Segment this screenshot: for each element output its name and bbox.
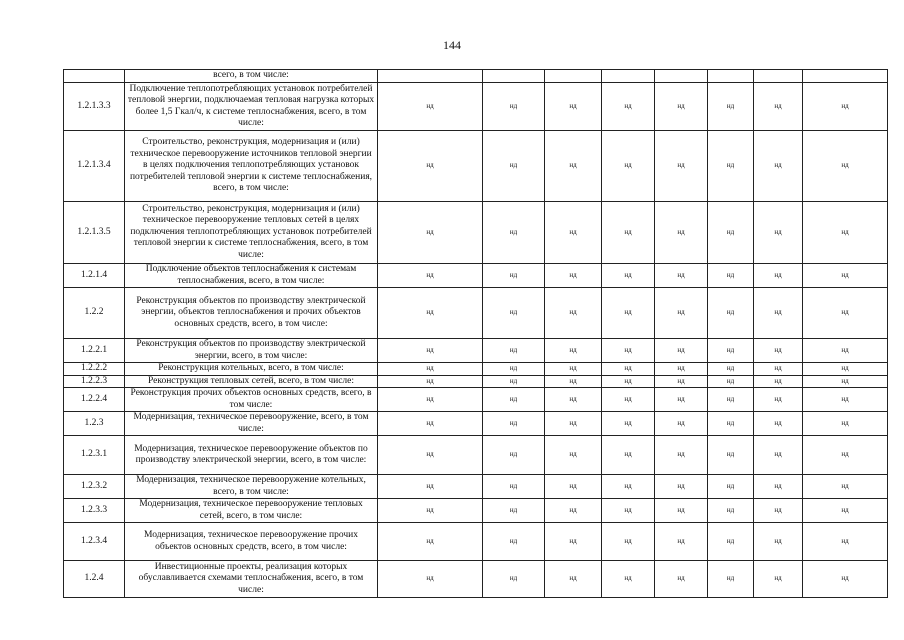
table-row xyxy=(64,288,888,339)
row-value: нд xyxy=(483,131,545,202)
row-value: нд xyxy=(754,436,803,475)
row-value: нд xyxy=(602,339,655,363)
row-value: нд xyxy=(483,339,545,363)
row-value: нд xyxy=(483,83,545,131)
row-value xyxy=(655,70,708,83)
row-value: нд xyxy=(378,475,483,499)
row-value: нд xyxy=(378,412,483,436)
row-value: нд xyxy=(655,436,708,475)
row-code: 1.2.1.4 xyxy=(64,264,125,288)
table-row xyxy=(64,499,888,523)
row-code: 1.2.2 xyxy=(64,288,125,339)
row-value: нд xyxy=(602,363,655,376)
row-value: нд xyxy=(378,499,483,523)
row-value: нд xyxy=(483,523,545,561)
row-code xyxy=(64,70,125,83)
row-value xyxy=(378,70,483,83)
row-value: нд xyxy=(754,523,803,561)
row-value: нд xyxy=(655,202,708,264)
row-value: нд xyxy=(602,83,655,131)
table-row xyxy=(64,388,888,412)
row-value: нд xyxy=(483,202,545,264)
row-value: нд xyxy=(378,288,483,339)
row-value: нд xyxy=(708,339,754,363)
row-value: нд xyxy=(708,412,754,436)
row-name: Модернизация, техническое перевооружение объектов по производству электрической энергии, всего, в том числе: xyxy=(125,436,378,475)
row-value: нд xyxy=(483,363,545,376)
row-value xyxy=(545,70,602,83)
row-value: нд xyxy=(545,202,602,264)
table-row xyxy=(64,375,888,388)
row-value: нд xyxy=(754,202,803,264)
table-row xyxy=(64,202,888,264)
row-value: нд xyxy=(378,264,483,288)
row-code: 1.2.2.1 xyxy=(64,339,125,363)
row-value: нд xyxy=(754,375,803,388)
row-code: 1.2.2.4 xyxy=(64,388,125,412)
row-name: всего, в том числе: xyxy=(125,70,378,83)
row-value: нд xyxy=(483,264,545,288)
table-row xyxy=(64,561,888,598)
row-value: нд xyxy=(545,475,602,499)
row-value: нд xyxy=(483,436,545,475)
row-value: нд xyxy=(803,388,888,412)
table-row xyxy=(64,523,888,561)
row-value: нд xyxy=(545,131,602,202)
row-code: 1.2.3 xyxy=(64,412,125,436)
row-code: 1.2.1.3.4 xyxy=(64,131,125,202)
row-name: Модернизация, техническое перевооружение, всего, в том числе: xyxy=(125,412,378,436)
row-value: нд xyxy=(655,339,708,363)
row-value: нд xyxy=(803,561,888,598)
row-value: нд xyxy=(803,131,888,202)
row-value: нд xyxy=(378,561,483,598)
row-value: нд xyxy=(708,83,754,131)
row-value: нд xyxy=(602,288,655,339)
row-value: нд xyxy=(754,475,803,499)
row-value: нд xyxy=(378,83,483,131)
row-value: нд xyxy=(602,523,655,561)
row-value: нд xyxy=(803,436,888,475)
row-value xyxy=(754,70,803,83)
row-code: 1.2.3.3 xyxy=(64,499,125,523)
row-value: нд xyxy=(803,202,888,264)
row-name: Строительство, реконструкция, модернизация и (или) техническое перевооружение тепловых сетей в целях подключения теплопотребляющих установок потребителей тепловой энергии к системе теплоснабжения, всего, в том числе: xyxy=(125,202,378,264)
row-value: нд xyxy=(708,523,754,561)
row-name: Инвестиционные проекты, реализация которых обуславливается схемами теплоснабжения, всего, в том числе: xyxy=(125,561,378,598)
row-value: нд xyxy=(708,436,754,475)
row-value: нд xyxy=(754,264,803,288)
row-name: Реконструкция объектов по производству электрической энергии, всего, в том числе: xyxy=(125,339,378,363)
row-value: нд xyxy=(708,561,754,598)
row-value: нд xyxy=(803,375,888,388)
row-value: нд xyxy=(545,375,602,388)
row-name: Реконструкция прочих объектов основных средств, всего, в том числе: xyxy=(125,388,378,412)
row-value xyxy=(483,70,545,83)
row-value: нд xyxy=(545,561,602,598)
row-value: нд xyxy=(483,499,545,523)
row-value: нд xyxy=(803,264,888,288)
row-name: Модернизация, техническое перевооружение прочих объектов основных средств, всего, в том числе: xyxy=(125,523,378,561)
table-row xyxy=(64,436,888,475)
row-name: Модернизация, техническое перевооружение тепловых сетей, всего, в том числе: xyxy=(125,499,378,523)
row-value: нд xyxy=(378,523,483,561)
row-value: нд xyxy=(483,475,545,499)
table-row xyxy=(64,264,888,288)
row-value: нд xyxy=(483,375,545,388)
row-value: нд xyxy=(378,363,483,376)
row-value: нд xyxy=(655,475,708,499)
row-value: нд xyxy=(655,83,708,131)
row-value: нд xyxy=(708,363,754,376)
row-value: нд xyxy=(602,412,655,436)
row-value: нд xyxy=(483,412,545,436)
row-value: нд xyxy=(602,561,655,598)
row-value: нд xyxy=(708,375,754,388)
row-value: нд xyxy=(378,436,483,475)
row-value: нд xyxy=(602,375,655,388)
table-row xyxy=(64,83,888,131)
row-name: Строительство, реконструкция, модернизация и (или) техническое перевооружение источников тепловой энергии в целях подключения теплопотребляющих установок потребителей тепловой энергии к системе теплоснабжения, всего, в том числе: xyxy=(125,131,378,202)
row-value: нд xyxy=(378,202,483,264)
row-code: 1.2.2.2 xyxy=(64,363,125,376)
row-value: нд xyxy=(754,339,803,363)
row-code: 1.2.3.1 xyxy=(64,436,125,475)
table-row xyxy=(64,339,888,363)
row-value: нд xyxy=(483,561,545,598)
row-value: нд xyxy=(602,475,655,499)
row-value: нд xyxy=(754,561,803,598)
row-value: нд xyxy=(378,131,483,202)
row-value: нд xyxy=(754,288,803,339)
row-value: нд xyxy=(602,131,655,202)
row-value: нд xyxy=(483,288,545,339)
row-value: нд xyxy=(545,523,602,561)
row-value: нд xyxy=(655,264,708,288)
row-value: нд xyxy=(655,288,708,339)
row-value: нд xyxy=(602,436,655,475)
row-value: нд xyxy=(545,288,602,339)
row-value: нд xyxy=(655,375,708,388)
row-value: нд xyxy=(754,131,803,202)
row-value xyxy=(708,70,754,83)
row-name: Реконструкция объектов по производству электрической энергии, объектов теплоснабжения и прочих объектов основных средств, всего, в том числе: xyxy=(125,288,378,339)
table-body xyxy=(64,70,888,598)
row-code: 1.2.3.2 xyxy=(64,475,125,499)
row-code: 1.2.2.3 xyxy=(64,375,125,388)
row-name: Подключение теплопотребляющих установок потребителей тепловой энергии, подключаемая тепловая нагрузка которых более 1,5 Гкал/ч, к системе теплоснабжения, всего, в том числе: xyxy=(125,83,378,131)
row-value: нд xyxy=(754,363,803,376)
row-value: нд xyxy=(602,202,655,264)
row-value: нд xyxy=(655,412,708,436)
row-value: нд xyxy=(708,475,754,499)
row-value: нд xyxy=(602,499,655,523)
row-value: нд xyxy=(483,388,545,412)
row-value: нд xyxy=(708,499,754,523)
row-value: нд xyxy=(803,412,888,436)
page-number: 144 xyxy=(443,38,461,52)
table-row xyxy=(64,131,888,202)
row-value: нд xyxy=(378,375,483,388)
row-value: нд xyxy=(545,83,602,131)
row-value: нд xyxy=(545,339,602,363)
row-value: нд xyxy=(378,339,483,363)
row-value: нд xyxy=(708,288,754,339)
row-value: нд xyxy=(545,412,602,436)
row-value: нд xyxy=(708,264,754,288)
row-value: нд xyxy=(378,388,483,412)
row-name: Реконструкция тепловых сетей, всего, в том числе: xyxy=(125,375,378,388)
row-value: нд xyxy=(754,412,803,436)
row-value: нд xyxy=(803,523,888,561)
investment-table xyxy=(63,69,888,598)
row-name: Подключение объектов теплоснабжения к системам теплоснабжения, всего, в том числе: xyxy=(125,264,378,288)
row-value: нд xyxy=(803,339,888,363)
row-value: нд xyxy=(803,499,888,523)
row-code: 1.2.1.3.5 xyxy=(64,202,125,264)
row-value: нд xyxy=(655,499,708,523)
row-value: нд xyxy=(545,388,602,412)
table-row xyxy=(64,363,888,376)
row-value xyxy=(602,70,655,83)
row-value: нд xyxy=(803,475,888,499)
row-code: 1.2.4 xyxy=(64,561,125,598)
row-value: нд xyxy=(708,388,754,412)
row-value: нд xyxy=(545,264,602,288)
row-value xyxy=(803,70,888,83)
row-value: нд xyxy=(545,499,602,523)
row-value: нд xyxy=(754,499,803,523)
table-row xyxy=(64,475,888,499)
row-value: нд xyxy=(545,363,602,376)
table-row xyxy=(64,412,888,436)
row-value: нд xyxy=(602,264,655,288)
row-value: нд xyxy=(655,523,708,561)
row-value: нд xyxy=(602,388,655,412)
row-code: 1.2.1.3.3 xyxy=(64,83,125,131)
row-value: нд xyxy=(545,436,602,475)
row-name: Реконструкция котельных, всего, в том числе: xyxy=(125,363,378,376)
row-name: Модернизация, техническое перевооружение котельных, всего, в том числе: xyxy=(125,475,378,499)
row-value: нд xyxy=(754,83,803,131)
row-value: нд xyxy=(655,131,708,202)
row-value: нд xyxy=(754,388,803,412)
row-value: нд xyxy=(803,83,888,131)
row-value: нд xyxy=(803,363,888,376)
row-value: нд xyxy=(655,561,708,598)
table-row xyxy=(64,70,888,83)
row-value: нд xyxy=(803,288,888,339)
row-value: нд xyxy=(655,363,708,376)
row-value: нд xyxy=(708,202,754,264)
row-value: нд xyxy=(708,131,754,202)
row-code: 1.2.3.4 xyxy=(64,523,125,561)
row-value: нд xyxy=(655,388,708,412)
